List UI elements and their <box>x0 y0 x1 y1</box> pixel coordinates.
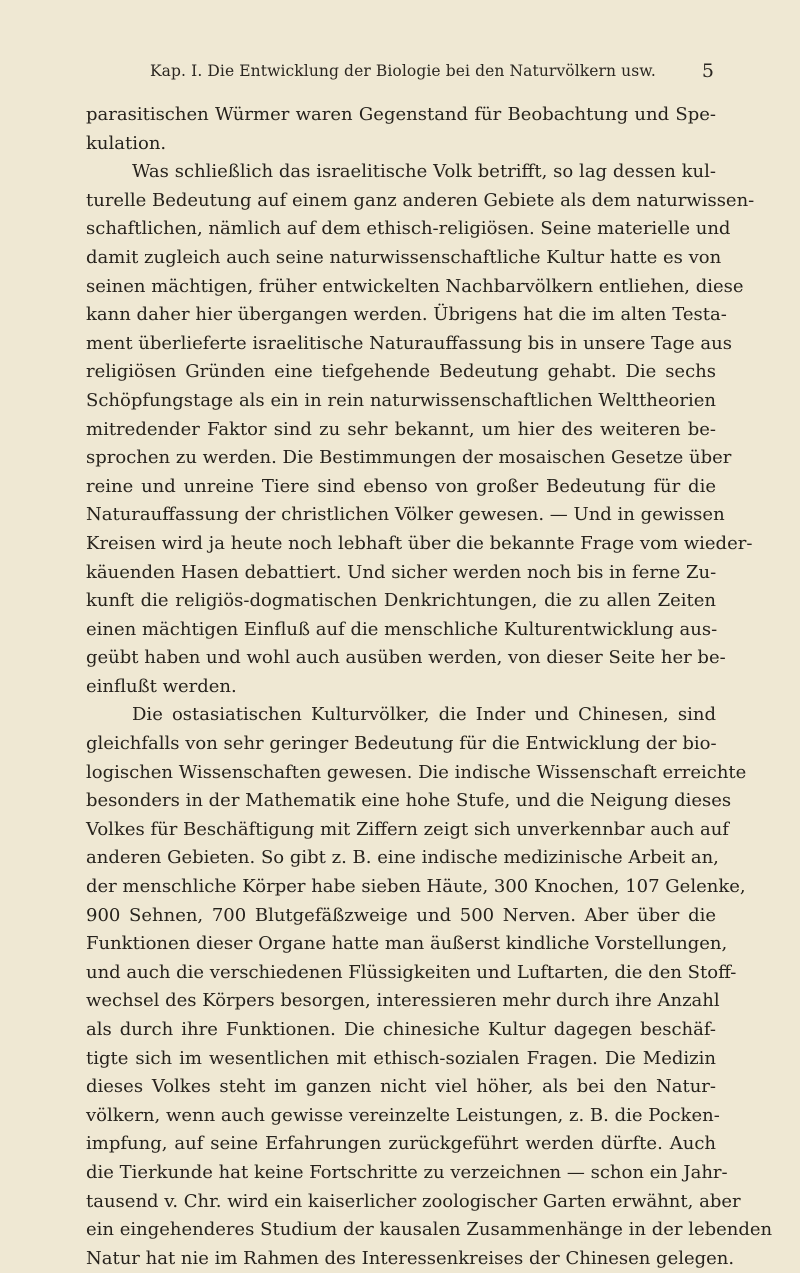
page-number: 5 <box>701 60 714 82</box>
running-header <box>86 62 714 86</box>
text-line: Funktionen dieser Organe hatte man äußerst kindliche Vorstellungen, <box>86 933 728 955</box>
text-line: kann daher hier übergangen werden. Übrigens hat die im alten Testa- <box>86 304 727 326</box>
text-line: religiösen Gründen eine tiefgehende Bedeutung gehabt. Die sechs <box>86 361 716 383</box>
text-line: Was schließlich das israelitische Volk betrifft, so lag dessen kul- <box>132 161 716 183</box>
text-line: logischen Wissenschaften gewesen. Die indische Wissenschaft erreichte <box>86 761 747 783</box>
text-line: dieses Volkes steht im ganzen nicht viel höher, als bei den Natur- <box>86 1076 716 1098</box>
text-line: gleichfalls von sehr geringer Bedeutung für die Entwicklung der bio- <box>86 733 717 755</box>
text-line: Natur hat nie im Rahmen des Interessenkreises der Chinesen gelegen. <box>86 1247 735 1269</box>
text-line: die Tierkunde hat keine Fortschritte zu verzeichnen — schon ein Jahr- <box>86 1161 728 1183</box>
text-line: kulation. <box>86 132 167 154</box>
text-line: tausend v. Chr. wird ein kaiserlicher zoologischer Garten erwähnt, aber <box>86 1190 741 1212</box>
text-line: ein eingehenderes Studium der kausalen Zusammenhänge in der lebenden <box>86 1219 773 1241</box>
body-text <box>86 101 773 1273</box>
text-line: seinen mächtigen, früher entwickelten Nachbarvölkern entliehen, diese <box>86 275 744 297</box>
text-line: Naturauffassung der christlichen Völker gewesen. — Und in gewissen <box>86 504 725 526</box>
text-line: 900 Sehnen, 700 Blutgefäßzweige und 500 Nerven. Aber über die <box>86 904 716 926</box>
text-line: Kreisen wird ja heute noch lebhaft über die bekannte Frage vom wieder- <box>86 532 753 554</box>
text-line: völkern, wenn auch gewisse vereinzelte Leistungen, z. B. die Pocken- <box>86 1104 720 1126</box>
text-line: und auch die verschiedenen Flüssigkeiten und Luftarten, die den Stoff- <box>86 961 737 983</box>
text-line: Volkes für Beschäftigung mit Ziffern zeigt sich unverkennbar auch auf <box>86 818 729 840</box>
text-line: als durch ihre Funktionen. Die chinesiche Kultur dagegen beschäf- <box>86 1019 716 1040</box>
text-line: wechsel des Körpers besorgen, interessieren mehr durch ihre Anzahl <box>86 990 720 1012</box>
text-line: parasitischen Würmer waren Gegenstand für Beobachtung und Spe- <box>86 104 716 125</box>
text-line: mitredender Faktor sind zu sehr bekannt, um hier des weiteren be- <box>86 418 716 440</box>
text-line: schaftlichen, nämlich auf dem ethisch-religiösen. Seine materielle und <box>86 218 731 240</box>
text-line: ment überlieferte israelitische Naturauffassung bis in unsere Tage aus <box>86 332 732 354</box>
text-line: Die ostasiatischen Kulturvölker, die Inder und Chinesen, sind <box>132 704 716 726</box>
chapter-title: Kap. I. Die Entwicklung der Biologie bei den Naturvölkern usw. <box>150 62 656 80</box>
text-line: besonders in der Mathematik eine hohe Stufe, und die Neigung dieses <box>86 790 732 812</box>
text-line: turelle Bedeutung auf einem ganz anderen Gebiete als dem naturwissen- <box>86 189 755 211</box>
text-line: einflußt werden. <box>86 675 237 697</box>
text-line: Schöpfungstage als ein in rein naturwissenschaftlichen Welttheorien <box>86 389 716 411</box>
text-line: impfung, auf seine Erfahrungen zurückgeführt werden dürfte. Auch <box>86 1133 716 1155</box>
text-line: einen mächtigen Einfluß auf die menschliche Kulturentwicklung aus- <box>86 618 718 640</box>
text-line: anderen Gebieten. So gibt z. B. eine indische medizinische Arbeit an, <box>86 847 719 869</box>
text-line: geübt haben und wohl auch ausüben werden, von dieser Seite her be- <box>86 647 726 669</box>
text-line: sprochen zu werden. Die Bestimmungen der mosaischen Gesetze über <box>86 447 732 469</box>
text-line: tigte sich im wesentlichen mit ethisch-sozialen Fragen. Die Medizin <box>86 1047 716 1069</box>
text-line: käuenden Hasen debattiert. Und sicher werden noch bis in ferne Zu- <box>86 561 717 583</box>
text-line: kunft die religiös-dogmatischen Denkrichtungen, die zu allen Zeiten <box>86 590 716 612</box>
text-line: reine und unreine Tiere sind ebenso von großer Bedeutung für die <box>86 475 716 497</box>
text-line: damit zugleich auch seine naturwissenschaftliche Kultur hatte es von <box>86 246 722 268</box>
text-line: der menschliche Körper habe sieben Häute, 300 Knochen, 107 Gelenke, <box>86 876 746 898</box>
